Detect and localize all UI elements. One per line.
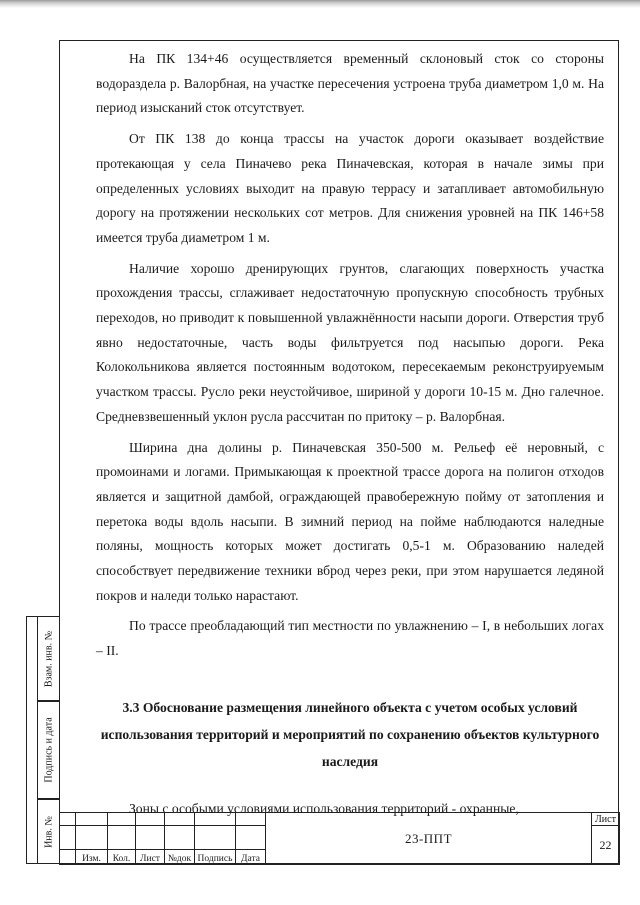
side-field-vzam [37, 616, 59, 701]
section-heading: 3.3 Обоснование размещения линейного объекта с учетом особых условий использования территорий и мероприятий по сохранению объектов культурного наследия [100, 699, 600, 769]
stamp-col-data: Дата [236, 850, 266, 865]
side-label-inv: Инв. № [43, 815, 54, 848]
stamp-col-kol: Кол. [108, 850, 136, 865]
scan-edge-shadow [0, 0, 640, 8]
stamp-col-podpis: Подпись [195, 850, 236, 865]
sheet-label: Лист [592, 813, 620, 826]
side-field-podpis [37, 701, 59, 799]
side-label-vzam: Взам. инв. № [43, 630, 54, 687]
side-binding-column [26, 616, 37, 864]
stamp-col-ndok: №док [165, 850, 195, 865]
side-field-inv [37, 799, 59, 864]
paragraph: На ПК 134+46 осуществляется временный склоновый сток со стороны водораздела р. Валорбная, на участке пересечения устроена труба диаметром 1,0 м. На период изысканий сток отсутствует. [96, 51, 604, 116]
document-body [96, 47, 604, 822]
stamp-col-list: Лист [136, 850, 165, 865]
title-block [59, 812, 619, 864]
side-label-podpis: Подпись и дата [43, 717, 54, 783]
paragraph: От ПК 138 до конца трассы на участок дороги оказывает воздействие протекающая у села Пиначево река Пиначевская, которая в начале зимы при определенных условиях выходит на правую террасу и затапливает автомобильную дорогу на протяжении нескольких сот метров. Для снижения уровней на ПК 146+58 имеется труба диаметром 1 м. [96, 131, 604, 245]
paragraph: Наличие хорошо дренирующих грунтов, слагающих поверхность участка прохождения трассы, сглаживает недостаточную пропускную способность трубных переходов, но приводит к повышенной увлажнённости насыпи дороги. Отверстия труб явно недостаточные, часть воды фильтруется под насыпью дороги. Река Колокольникова является постоянным водотоком, пересекаемым реконструируемым участком трассы. Русло реки неустойчивое, шириной у дороги 10-15 м. Дно галечное. Средневзвешенный уклон русла рассчитан по притоку – р. Валорбная. [96, 260, 604, 424]
paragraph: По трассе преобладающий тип местности по увлажнению – I, в небольших логах – II. [96, 618, 604, 659]
sheet-number: 22 [592, 826, 620, 865]
document-code: 23-ППТ [266, 813, 592, 865]
paragraph: Ширина дна долины р. Пиначевская 350-500 м. Рельеф её неровный, с промоинами и логами. Примыкающая к проектной трассе дорога на полигон отходов является и защитной дамбой, ограждающей правобережную пойму от затопления и перетока воды вдоль насыпи. В зимний период на пойме наблюдаются наледные поляны, мощность которых может достигать 0,5-1 м. Образованию наледей способствует передвижение техники вброд через реки, при этом нарушается ледяной покров и наледи только нарастают. [96, 439, 604, 603]
paragraph: Зоны с особыми условиями использования территорий - охранные, [129, 800, 519, 816]
stamp-col-izm: Изм. [76, 850, 108, 865]
